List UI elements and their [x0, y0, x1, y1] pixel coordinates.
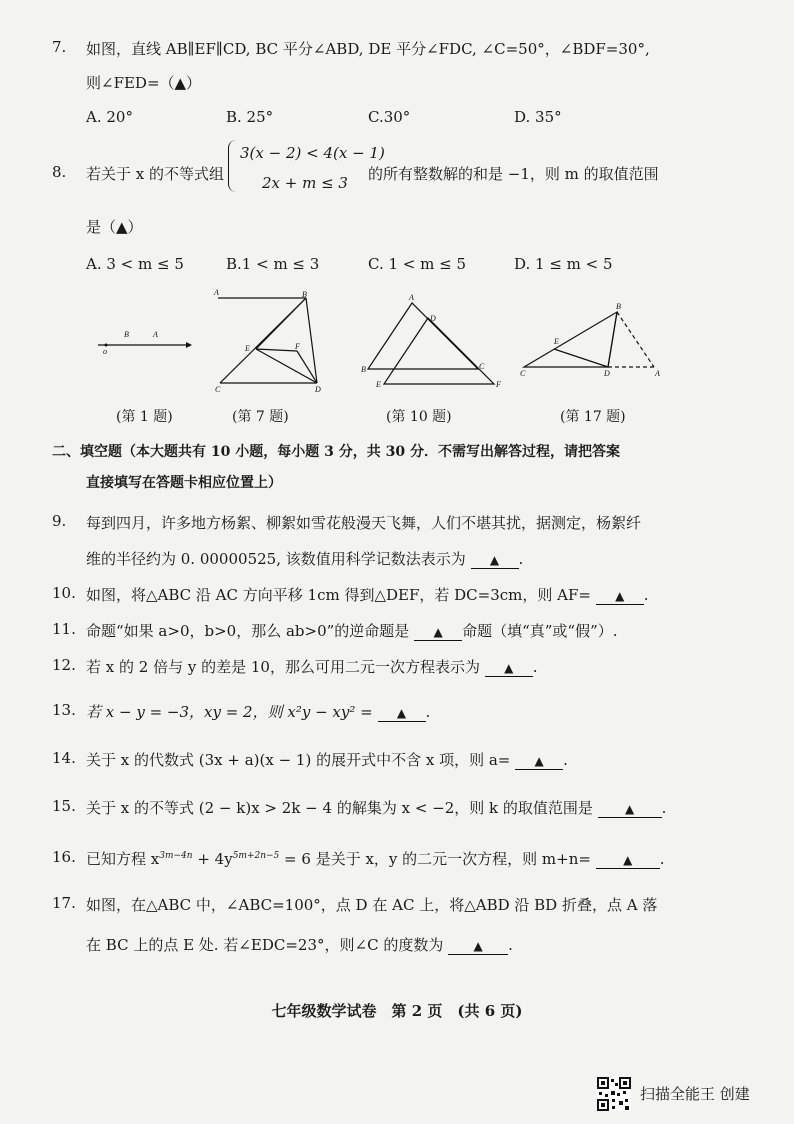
- q16-answer-blank: ▲: [596, 850, 660, 869]
- figure-1-ray: [98, 330, 192, 356]
- scanner-watermark-text: 扫描全能王 创建: [640, 1085, 750, 1103]
- q13-number: 13.: [52, 701, 76, 719]
- page-footer: 七年级数学试卷 第 2 页 (共 6 页): [271, 1002, 523, 1020]
- svg-text:C: C: [479, 362, 485, 371]
- q8-brace: [228, 140, 239, 192]
- figure-17: [524, 312, 654, 367]
- q13-stem: 若 x − y = −3，xy = 2，则 x²y − xy² = ▲ .: [86, 703, 431, 721]
- q11-number: 11.: [52, 620, 76, 638]
- q8-number: 8.: [52, 163, 67, 181]
- svg-text:o: o: [103, 347, 107, 356]
- q7-number: 7.: [52, 38, 67, 56]
- q10-number: 10.: [52, 584, 76, 602]
- svg-text:B: B: [124, 330, 129, 339]
- q12-answer-blank: ▲: [485, 658, 533, 677]
- q7-option-a: A. 20°: [86, 108, 133, 126]
- figures-row: [80, 285, 700, 400]
- q8-option-c: C. 1 < m ≤ 5: [368, 255, 466, 273]
- q10-answer-blank: ▲: [596, 586, 644, 605]
- q17-number: 17.: [52, 894, 76, 912]
- svg-text:D: D: [430, 314, 436, 323]
- section-2-header-line1: 二、填空题（本大题共有 10 小题，每小题 3 分，共 30 分．不需写出解答过程，请把答案: [52, 444, 620, 460]
- q7-option-d: D. 35°: [514, 108, 562, 126]
- figure-17-caption: (第 17 题): [560, 409, 626, 425]
- q13-answer-blank: ▲: [378, 703, 426, 722]
- svg-text:B: B: [302, 290, 307, 299]
- q8-option-a: A. 3 < m ≤ 5: [86, 255, 184, 273]
- q8-option-d: D. 1 ≤ m < 5: [514, 255, 613, 273]
- q16-stem: 已知方程 $x^{3m-4n} + 4y^{5m+2n-5} = 6$ 是关于 x，y 的二元一次方程，则 m+n= ▲ .: [86, 850, 665, 868]
- q16-number: 16.: [52, 848, 76, 866]
- figure-10-caption: (第 10 题): [386, 409, 452, 425]
- qr-code-icon: [597, 1077, 631, 1111]
- q9-answer-blank: ▲: [471, 550, 519, 569]
- q11-stem: 命题“如果 a>0，b>0，那么 ab>0”的逆命题是 ▲ 命题（填“真”或“假”）.: [86, 622, 618, 640]
- q8-stem-pre: 若关于 x 的不等式组: [86, 165, 224, 183]
- q10-stem: 如图，将△ABC 沿 AC 方向平移 1cm 得到△DEF，若 DC=3cm，则 AF= ▲ .: [86, 586, 649, 604]
- figure-7-caption: (第 7 题): [232, 409, 289, 425]
- q15-answer-blank: ▲: [598, 799, 662, 818]
- q9-stem-line1: 每到四月，许多地方杨絮、柳絮如雪花般漫天飞舞，人们不堪其扰，据测定，杨絮纤: [86, 514, 642, 532]
- q15-number: 15.: [52, 797, 76, 815]
- svg-text:A: A: [655, 369, 660, 378]
- q7-stem-line1: 如图，直线 AB∥EF∥CD, BC 平分∠ABD, DE 平分∠FDC, ∠C=50°，∠BDF=30°,: [86, 40, 650, 58]
- q9-number: 9.: [52, 512, 67, 530]
- figure-10-labels: [361, 293, 501, 389]
- section-2-header-line2: 直接填写在答题卡相应位置上）: [86, 475, 282, 491]
- svg-text:C: C: [215, 385, 221, 394]
- q12-number: 12.: [52, 656, 76, 674]
- q12-stem: 若 x 的 2 倍与 y 的差是 10，那么可用二元一次方程表示为 ▲ .: [86, 658, 538, 676]
- svg-text:E: E: [376, 380, 381, 389]
- svg-text:E: E: [554, 337, 559, 346]
- svg-text:D: D: [604, 369, 610, 378]
- q9-stem-text: 维的半径约为 0. 00000525, 该数值用科学记数法表示为: [86, 550, 466, 568]
- q17-stem-line1: 如图，在△ABC 中，∠ABC=100°，点 D 在 AC 上，将△ABD 沿 BD 折叠，点 A 落: [86, 896, 658, 914]
- svg-text:A: A: [214, 288, 219, 297]
- q8-option-b: B.1 < m ≤ 3: [226, 255, 320, 273]
- q8-inequality-1: 3(x − 2) < 4(x − 1): [240, 144, 385, 162]
- figure-7: [218, 298, 317, 383]
- svg-text:A: A: [153, 330, 158, 339]
- figure-1-caption: (第 1 题): [116, 409, 173, 425]
- q9-stem-line2: 维的半径约为 0. 00000525, 该数值用科学记数法表示为 ▲ .: [86, 550, 524, 568]
- q8-stem-post: 的所有整数解的和是 −1，则 m 的取值范围: [368, 165, 659, 183]
- svg-text:B: B: [616, 302, 621, 311]
- q17-answer-blank: ▲: [448, 936, 508, 955]
- q7-option-c: C.30°: [368, 108, 411, 126]
- q17-stem-line2: 在 BC 上的点 E 处. 若∠EDC=23°，则∠C 的度数为 ▲ .: [86, 936, 513, 954]
- q14-answer-blank: ▲: [515, 751, 563, 770]
- q7-option-b: B. 25°: [226, 108, 274, 126]
- svg-text:A: A: [409, 293, 414, 302]
- svg-text:B: B: [361, 365, 366, 374]
- q7-stem-line2: 则∠FED=（▲）: [86, 74, 202, 92]
- svg-text:F: F: [295, 342, 300, 351]
- svg-text:F: F: [496, 380, 501, 389]
- q14-number: 14.: [52, 749, 76, 767]
- svg-text:C: C: [520, 369, 526, 378]
- figure-7-labels: [213, 288, 321, 394]
- svg-text:D: D: [315, 385, 321, 394]
- svg-text:E: E: [245, 344, 250, 353]
- q14-stem: 关于 x 的代数式 (3x + a)(x − 1) 的展开式中不含 x 项，则 a= ▲ .: [86, 751, 568, 769]
- q8-stem-line2: 是（▲）: [86, 218, 143, 236]
- q8-inequality-2: 2x + m ≤ 3: [262, 174, 348, 192]
- q11-answer-blank: ▲: [414, 622, 462, 641]
- q15-stem: 关于 x 的不等式 (2 − k)x > 2k − 4 的解集为 x < −2，则 k 的取值范围是 ▲ .: [86, 799, 667, 817]
